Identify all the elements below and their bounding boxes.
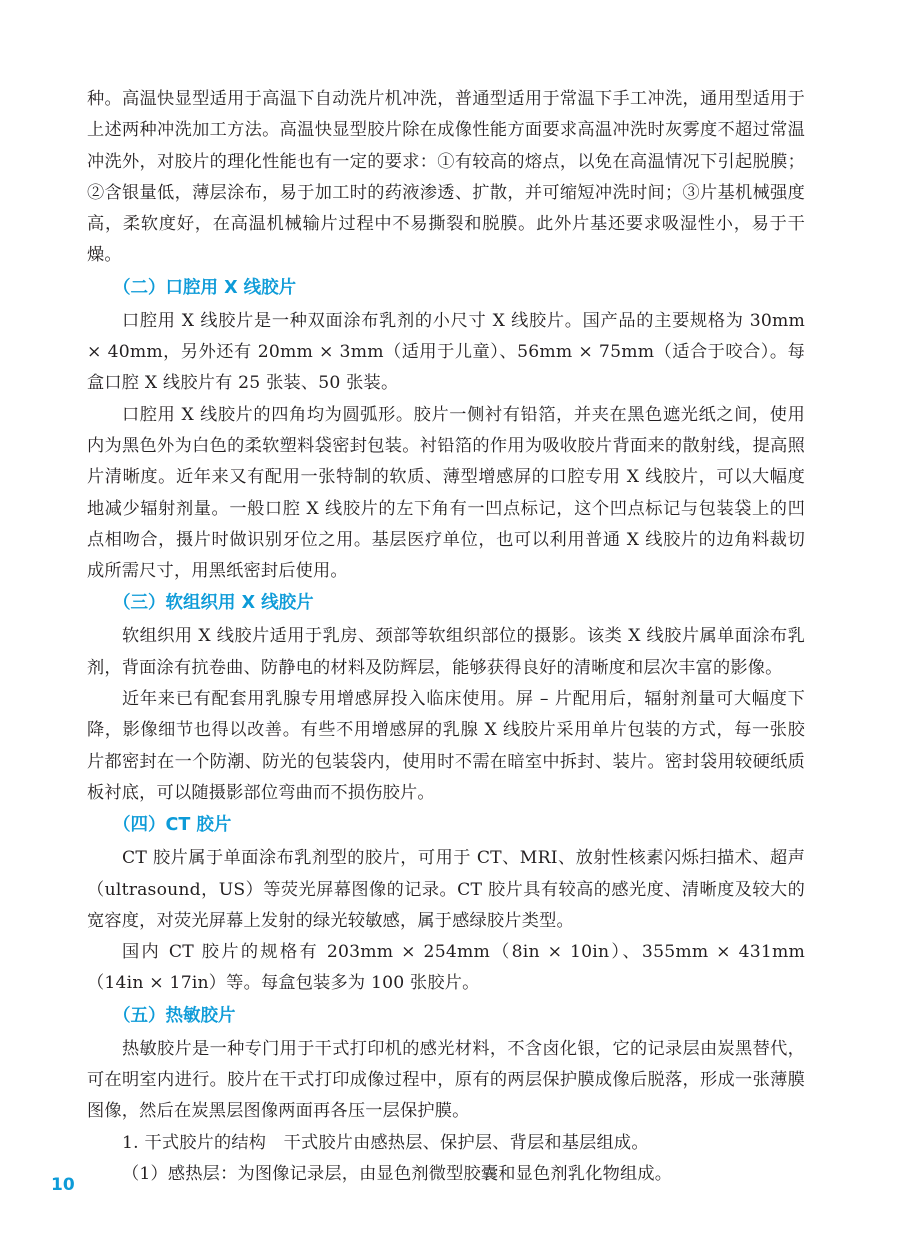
paragraph: 近年来已有配套用乳腺专用增感屏投入临床使用。屏 – 片配用后，辐射剂量可大幅度下降，影像细节也得以改善。有些不用增感屏的乳腺 X 线胶片采用单片包装的方式，每一张胶片都密封在一个防潮、防光的包装袋内，使用时不需在暗室中拆封、装片。密封袋用较硬纸质板衬底，可以随摄影部位弯曲而不损伤胶片。 <box>87 689 805 803</box>
paragraph: 热敏胶片是一种专门用于干式打印机的感光材料，不含卤化银，它的记录层由炭黑替代，可在明室内进行。胶片在干式打印成像过程中，原有的两层保护膜成像后脱落，形成一张薄膜图像，然后在炭黑层图像两面再各压一层保护膜。 <box>87 1038 805 1122</box>
section-heading-dental-film: （二）口腔用 X 线胶片 <box>113 277 297 298</box>
paragraph: 国内 CT 胶片的规格有 203mm × 254mm（8in × 10in）、355mm × 431mm（14in × 17in）等。每盒包装多为 100 张胶片。 <box>87 942 805 994</box>
paragraph: 口腔用 X 线胶片的四角均为圆弧形。胶片一侧衬有铅箔，并夹在黑色遮光纸之间，使用内为黑色外为白色的柔软塑料袋密封包装。衬铅箔的作用为吸收胶片背面来的散射线，提高照片清晰度。近年来又有配用一张特制的软质、薄型增感屏的口腔专用 X 线胶片，可以大幅度地减少辐射剂量。一般口腔 X 线胶片的左下角有一凹点标记，这个凹点标记与包装袋上的凹点相吻合，摄片时做识别牙位之用。基层医疗单位，也可以利用普通 X 线胶片的边角料裁切成所需尺寸，用黑纸密封后使用。 <box>87 404 805 582</box>
page-number: 10 <box>51 1175 75 1195</box>
section-heading-soft-tissue-film: （三）软组织用 X 线胶片 <box>113 593 314 614</box>
page-body <box>87 84 805 1190</box>
paragraph: 种。高温快显型适用于高温下自动洗片机冲洗，普通型适用于常温下手工冲洗，通用型适用于上述两种冲洗加工方法。高温快显型胶片除在成像性能方面要求高温冲洗时灰雾度不超过常温冲洗外，对胶片的理化性能也有一定的要求：①有较高的熔点，以免在高温情况下引起脱膜；②含银量低，薄层涂布，易于加工时的药液渗透、扩散，并可缩短冲洗时间；③片基机械强度高，柔软度好，在高温机械输片过程中不易撕裂和脱膜。此外片基还要求吸湿性小，易于干燥。 <box>87 89 805 266</box>
paragraph: CT 胶片属于单面涂布乳剂型的胶片，可用于 CT、MRI、放射性核素闪烁扫描术、超声（ultrasound，US）等荧光屏幕图像的记录。CT 胶片具有较高的感光度、清晰度及较大的宽容度，对荧光屏幕上发射的绿光较敏感，属于感绿胶片类型。 <box>87 848 805 931</box>
paragraph: （1）感热层：为图像记录层，由显色剂微型胶囊和显色剂乳化物组成。 <box>122 1163 673 1184</box>
paragraph: 软组织用 X 线胶片适用于乳房、颈部等软组织部位的摄影。该类 X 线胶片属单面涂布乳剂，背面涂有抗卷曲、防静电的材料及防辉层，能够获得良好的清晰度和层次丰富的影像。 <box>87 626 805 678</box>
paragraph: 1. 干式胶片的结构 干式胶片由感热层、保护层、背层和基层组成。 <box>122 1132 649 1153</box>
section-heading-thermal-film: （五）热敏胶片 <box>113 1005 236 1026</box>
paragraph: 口腔用 X 线胶片是一种双面涂布乳剂的小尺寸 X 线胶片。国产品的主要规格为 30mm × 40mm，另外还有 20mm × 3mm（适用于儿童）、56mm × 75mm（适合于咬合）。每盒口腔 X 线胶片有 25 张装、50 张装。 <box>87 310 805 394</box>
section-heading-ct-film: （四）CT 胶片 <box>113 815 232 836</box>
